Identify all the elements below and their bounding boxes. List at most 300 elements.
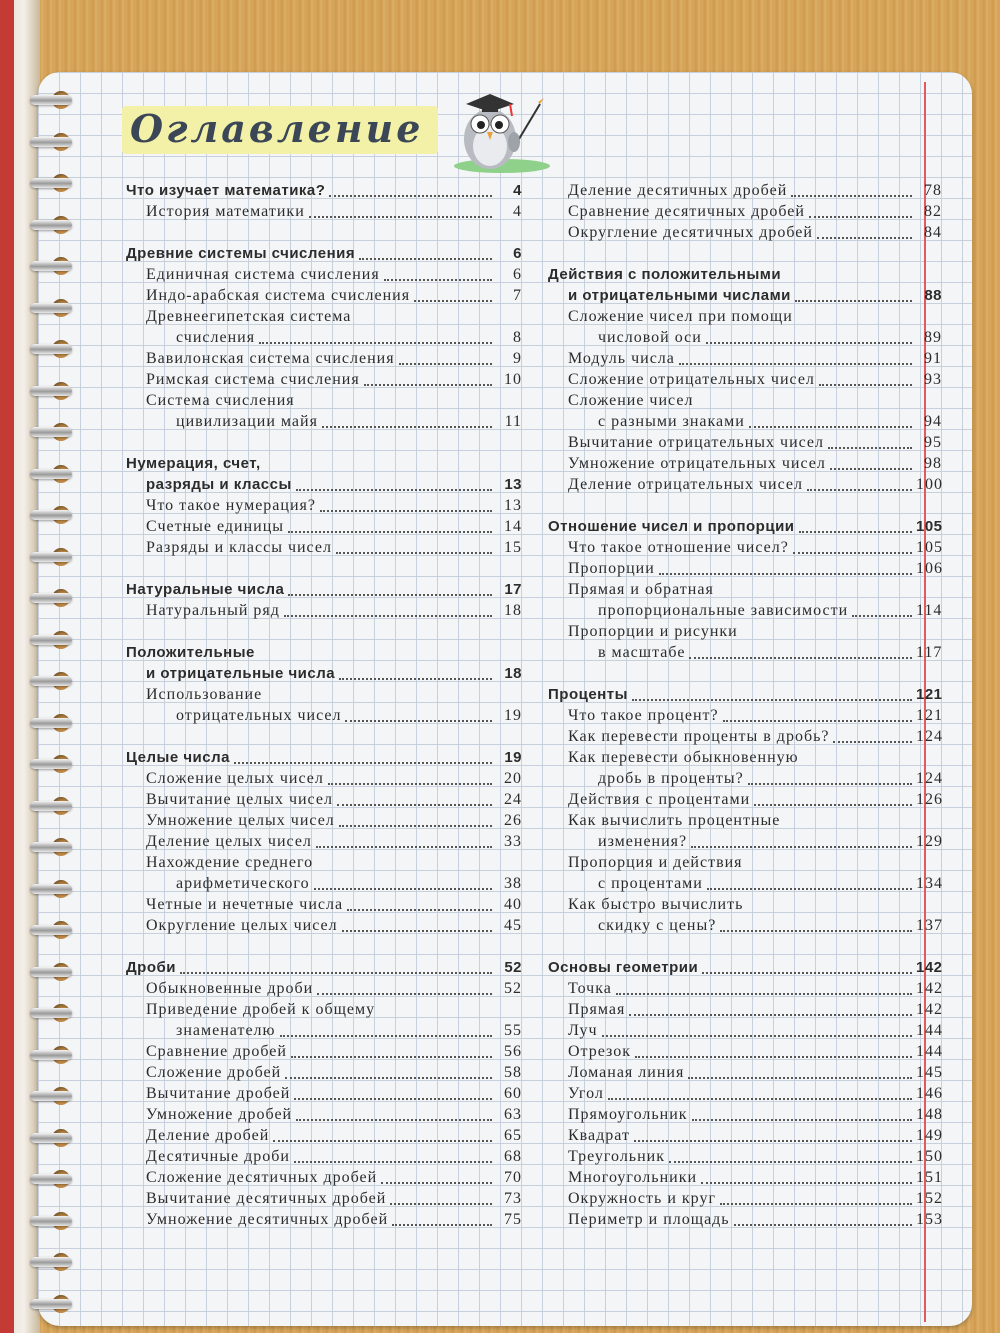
toc-leader-dots — [754, 804, 912, 806]
toc-leader-dots — [749, 426, 912, 428]
toc-item — [126, 201, 522, 222]
toc-page-number: 58 — [504, 1064, 522, 1081]
toc-leader-dots — [702, 972, 912, 974]
toc-entry-title: Обыкновенные дроби — [146, 980, 314, 997]
toc-page-number: 93 — [924, 371, 942, 388]
toc-item — [548, 579, 942, 600]
toc-leader-dots — [602, 1035, 912, 1037]
toc-page-number: 137 — [916, 917, 943, 934]
toc-page-number: 150 — [916, 1148, 943, 1165]
toc-entry-title: Угол — [568, 1085, 604, 1102]
toc-page-number: 148 — [916, 1106, 943, 1123]
toc-item — [548, 369, 942, 390]
toc-page-number: 84 — [924, 224, 942, 241]
toc-entry-title: Точка — [568, 980, 612, 997]
toc-leader-dots — [689, 657, 912, 659]
spiral-ring — [30, 252, 86, 280]
toc-entry-title: с процентами — [598, 875, 703, 892]
toc-page-number: 82 — [924, 203, 942, 220]
toc-entry-title: Нахождение среднего — [146, 854, 314, 871]
toc-page-number: 142 — [916, 1001, 943, 1018]
toc-page-number: 75 — [504, 1211, 522, 1228]
toc-leader-dots — [347, 909, 492, 911]
toc-gap — [126, 432, 522, 453]
toc-entry-title: Древние системы счисления — [126, 245, 356, 262]
toc-entry-title: Вычитание целых чисел — [146, 791, 333, 808]
toc-page-number: 9 — [513, 350, 522, 367]
toc-item — [126, 1188, 522, 1209]
toc-page-number: 105 — [916, 518, 943, 535]
toc-entry-title: Что такое нумерация? — [146, 497, 316, 514]
toc-entry-title: Деление дробей — [146, 1127, 270, 1144]
toc-item — [548, 327, 942, 348]
spiral-ring — [30, 128, 86, 156]
toc-entry-title: Пропорция и действия — [568, 854, 743, 871]
toc-item — [548, 1188, 942, 1209]
spiral-ring — [30, 999, 86, 1027]
toc-entry-title: Ломаная линия — [568, 1064, 685, 1081]
toc-page-number: 19 — [504, 749, 522, 766]
spiral-ring — [30, 1290, 86, 1318]
toc-leader-dots — [384, 279, 492, 281]
toc-leader-dots — [288, 531, 492, 533]
toc-page-number: 13 — [504, 497, 522, 514]
toc-leader-dots — [180, 972, 492, 974]
page-title-box — [122, 106, 438, 154]
toc-item — [548, 348, 942, 369]
toc-leader-dots — [635, 1056, 912, 1058]
toc-leader-dots — [616, 993, 912, 995]
toc-gap — [548, 243, 942, 264]
toc-leader-dots — [734, 1224, 912, 1226]
toc-item — [548, 894, 942, 915]
toc-leader-dots — [817, 237, 912, 239]
toc-item — [126, 306, 522, 327]
toc-page-number: 121 — [916, 707, 943, 724]
toc-page-number: 6 — [513, 266, 522, 283]
spiral-ring — [30, 833, 86, 861]
toc-page-number: 117 — [916, 644, 943, 661]
toc-leader-dots — [833, 741, 912, 743]
toc-item — [548, 1062, 942, 1083]
spiral-ring — [30, 916, 86, 944]
toc-entry-title: и отрицательные числа — [146, 665, 336, 682]
owl-with-graduation-cap-icon — [440, 84, 560, 174]
toc-page-number: 26 — [504, 812, 522, 829]
toc-page-number: 142 — [916, 980, 943, 997]
spiral-ring — [30, 377, 86, 405]
spiral-ring — [30, 750, 86, 778]
toc-entry-title: История математики — [146, 203, 305, 220]
toc-leader-dots — [819, 384, 912, 386]
toc-page-number: 24 — [504, 791, 522, 808]
spiral-ring — [30, 958, 86, 986]
toc-item — [126, 264, 522, 285]
toc-leader-dots — [720, 1203, 912, 1205]
toc-page-number: 33 — [504, 833, 522, 850]
toc-entry-title: отрицательных чисел — [176, 707, 342, 724]
toc-leader-dots — [828, 447, 912, 449]
spiral-ring — [30, 1207, 86, 1235]
toc-section — [548, 285, 942, 306]
toc-leader-dots — [320, 510, 492, 512]
toc-gap — [126, 726, 522, 747]
toc-section — [548, 516, 942, 537]
toc-leader-dots — [294, 1161, 492, 1163]
toc-entry-title: Проценты — [548, 686, 628, 703]
toc-page-number: 129 — [916, 833, 943, 850]
spiral-ring — [30, 875, 86, 903]
toc-leader-dots — [720, 930, 912, 932]
toc-section — [126, 243, 522, 264]
toc-gap — [126, 558, 522, 579]
toc-entry-title: Как перевести обыкновенную — [568, 749, 799, 766]
toc-section — [126, 453, 522, 474]
toc-leader-dots — [291, 1056, 492, 1058]
toc-leader-dots — [688, 1077, 912, 1079]
spiral-ring — [30, 1041, 86, 1069]
toc-item — [548, 1020, 942, 1041]
toc-leader-dots — [830, 468, 912, 470]
toc-entry-title: Что такое отношение чисел? — [568, 539, 789, 556]
toc-item — [126, 516, 522, 537]
toc-page-number: 18 — [504, 665, 522, 682]
toc-item — [548, 1041, 942, 1062]
toc-item — [548, 1209, 942, 1230]
toc-page-number: 11 — [504, 413, 522, 430]
spiral-ring — [30, 1248, 86, 1276]
toc-entry-title: Прямая и обратная — [568, 581, 714, 598]
toc-entry-title: Сложение дробей — [146, 1064, 282, 1081]
toc-item — [126, 327, 522, 348]
toc-item — [548, 201, 942, 222]
toc-item — [548, 621, 942, 642]
toc-section — [126, 957, 522, 978]
toc-page-number: 55 — [504, 1022, 522, 1039]
toc-item — [126, 894, 522, 915]
toc-leader-dots — [706, 342, 912, 344]
toc-entry-title: разряды и классы — [146, 476, 292, 493]
toc-entry-title: дробь в проценты? — [598, 770, 744, 787]
toc-leader-dots — [799, 531, 912, 533]
toc-entry-title: Единичная система счисления — [146, 266, 380, 283]
toc-leader-dots — [273, 1140, 492, 1142]
toc-entry-title: Окружность и круг — [568, 1190, 716, 1207]
toc-item — [548, 810, 942, 831]
toc-page-number: 18 — [504, 602, 522, 619]
toc-item — [548, 789, 942, 810]
toc-item — [126, 411, 522, 432]
toc-page-number: 40 — [504, 896, 522, 913]
toc-page-number: 153 — [916, 1211, 943, 1228]
toc-item — [126, 1167, 522, 1188]
toc-page-number: 105 — [916, 539, 943, 556]
toc-entry-title: Нумерация, счет, — [126, 455, 261, 472]
toc-page-number: 152 — [916, 1190, 943, 1207]
spiral-ring — [30, 709, 86, 737]
toc-gap — [126, 936, 522, 957]
toc-item — [126, 348, 522, 369]
toc-item — [126, 768, 522, 789]
toc-entry-title: Римская система счисления — [146, 371, 360, 388]
toc-page-number: 10 — [504, 371, 522, 388]
toc-entry-title: Целые числа — [126, 749, 230, 766]
toc-item — [126, 600, 522, 621]
toc-gap — [126, 621, 522, 642]
toc-leader-dots — [359, 258, 492, 260]
toc-item — [548, 852, 942, 873]
toc-item — [126, 1125, 522, 1146]
toc-leader-dots — [329, 195, 492, 197]
toc-leader-dots — [317, 993, 492, 995]
toc-gap — [548, 936, 942, 957]
toc-page-number: 4 — [513, 182, 522, 199]
spiral-ring — [30, 86, 86, 114]
toc-entry-title: Натуральные числа — [126, 581, 285, 598]
toc-item — [548, 1167, 942, 1188]
toc-page-number: 145 — [916, 1064, 943, 1081]
toc-entry-title: Треугольник — [568, 1148, 665, 1165]
toc-entry-title: Положительные — [126, 644, 255, 661]
toc-column-right — [548, 180, 942, 1230]
toc-entry-title: цивилизации майя — [176, 413, 318, 430]
toc-leader-dots — [392, 1224, 492, 1226]
toc-section — [126, 747, 522, 768]
toc-item — [126, 810, 522, 831]
toc-entry-title: и отрицательными числами — [568, 287, 791, 304]
toc-entry-title: с разными знаками — [598, 413, 745, 430]
toc-leader-dots — [795, 300, 912, 302]
toc-entry-title: Отрезок — [568, 1043, 632, 1060]
spiral-ring — [30, 626, 86, 654]
toc-item — [548, 180, 942, 201]
spiral-ring — [30, 501, 86, 529]
toc-entry-title: Сложение чисел — [568, 392, 694, 409]
toc-section — [548, 684, 942, 705]
toc-entry-title: Многоугольники — [568, 1169, 698, 1186]
toc-section — [126, 474, 522, 495]
toc-item — [126, 495, 522, 516]
toc-entry-title: Как вычислить процентные — [568, 812, 781, 829]
toc-page-number: 15 — [504, 539, 522, 556]
toc-entry-title: Использование — [146, 686, 263, 703]
toc-leader-dots — [634, 1140, 912, 1142]
toc-page-number: 60 — [504, 1085, 522, 1102]
toc-item — [548, 915, 942, 936]
toc-entry-title: Вычитание отрицательных чисел — [568, 434, 825, 451]
toc-entry-title: Модуль числа — [568, 350, 675, 367]
toc-item — [548, 768, 942, 789]
toc-page-number: 126 — [916, 791, 943, 808]
toc-leader-dots — [791, 195, 912, 197]
toc-page-number: 151 — [916, 1169, 943, 1186]
toc-item — [548, 726, 942, 747]
toc-page-number: 6 — [513, 245, 522, 262]
toc-page-number: 149 — [916, 1127, 943, 1144]
spiral-ring — [30, 418, 86, 446]
toc-gap — [126, 222, 522, 243]
toc-leader-dots — [342, 930, 492, 932]
toc-leader-dots — [309, 216, 492, 218]
toc-entry-title: Действия с процентами — [568, 791, 751, 808]
toc-item — [548, 1146, 942, 1167]
toc-item — [548, 642, 942, 663]
toc-item — [548, 537, 942, 558]
toc-leader-dots — [280, 1035, 492, 1037]
toc-page-number: 78 — [924, 182, 942, 199]
toc-leader-dots — [364, 384, 492, 386]
toc-gap — [548, 663, 942, 684]
toc-entry-title: Округление десятичных дробей — [568, 224, 813, 241]
toc-entry-title: Умножение отрицательных чисел — [568, 455, 826, 472]
toc-page-number: 73 — [504, 1190, 522, 1207]
toc-leader-dots — [701, 1182, 912, 1184]
book-spine — [0, 0, 14, 1333]
toc-item — [548, 1104, 942, 1125]
spiral-ring — [30, 211, 86, 239]
toc-item — [548, 978, 942, 999]
toc-entry-title: Счетные единицы — [146, 518, 285, 535]
toc-item — [126, 1146, 522, 1167]
toc-entry-title: пропорциональные зависимости — [598, 602, 849, 619]
toc-entry-title: Приведение дробей к общему — [146, 1001, 376, 1018]
spiral-ring — [30, 667, 86, 695]
toc-item — [548, 600, 942, 621]
toc-item — [126, 873, 522, 894]
toc-item — [126, 1020, 522, 1041]
spiral-binding — [30, 86, 90, 1316]
toc-section — [548, 264, 942, 285]
toc-entry-title: Пропорции — [568, 560, 655, 577]
spiral-ring — [30, 792, 86, 820]
toc-section — [126, 180, 522, 201]
toc-item — [548, 705, 942, 726]
toc-entry-title: Луч — [568, 1022, 598, 1039]
toc-page-number: 19 — [504, 707, 522, 724]
toc-entry-title: Умножение целых чисел — [146, 812, 335, 829]
toc-item — [548, 1083, 942, 1104]
toc-leader-dots — [809, 216, 912, 218]
toc-leader-dots — [345, 720, 492, 722]
toc-page-number: 121 — [916, 686, 943, 703]
toc-entry-title: Деление целых чисел — [146, 833, 312, 850]
toc-item — [126, 789, 522, 810]
spiral-ring — [30, 1082, 86, 1110]
toc-page-number: 20 — [504, 770, 522, 787]
toc-item — [548, 411, 942, 432]
toc-entry-title: Разряды и классы чисел — [146, 539, 332, 556]
toc-entry-title: Деление отрицательных чисел — [568, 476, 803, 493]
toc-leader-dots — [294, 1098, 492, 1100]
toc-entry-title: Квадрат — [568, 1127, 630, 1144]
spiral-ring — [30, 335, 86, 363]
toc-item — [548, 390, 942, 411]
toc-entry-title: Периметр и площадь — [568, 1211, 730, 1228]
toc-entry-title: Сравнение десятичных дробей — [568, 203, 805, 220]
toc-item — [548, 558, 942, 579]
toc-entry-title: Прямая — [568, 1001, 626, 1018]
toc-item — [548, 873, 942, 894]
toc-leader-dots — [692, 1119, 912, 1121]
toc-item — [548, 747, 942, 768]
toc-leader-dots — [288, 594, 492, 596]
toc-item — [126, 831, 522, 852]
toc-leader-dots — [322, 426, 492, 428]
toc-gap — [548, 495, 942, 516]
toc-leader-dots — [259, 342, 492, 344]
toc-entry-title: Четные и нечетные числа — [146, 896, 344, 913]
toc-page-number: 144 — [916, 1022, 943, 1039]
toc-entry-title: Что изучает математика? — [126, 182, 326, 199]
toc-entry-title: счисления — [176, 329, 256, 346]
page-title: Оглавление — [130, 106, 424, 151]
toc-entry-title: знаменателю — [176, 1022, 276, 1039]
toc-entry-title: Сравнение дробей — [146, 1043, 287, 1060]
toc-leader-dots — [723, 720, 912, 722]
toc-entry-title: Система счисления — [146, 392, 295, 409]
toc-page-number: 124 — [916, 728, 943, 745]
toc-leader-dots — [748, 783, 912, 785]
toc-item — [548, 831, 942, 852]
toc-leader-dots — [316, 846, 492, 848]
toc-item — [126, 390, 522, 411]
toc-item — [126, 684, 522, 705]
toc-page-number: 7 — [513, 287, 522, 304]
toc-page-number: 38 — [504, 875, 522, 892]
toc-entry-title: Как быстро вычислить — [568, 896, 744, 913]
spiral-ring — [30, 584, 86, 612]
toc-leader-dots — [336, 552, 492, 554]
spiral-ring — [30, 1165, 86, 1193]
toc-leader-dots — [852, 615, 912, 617]
toc-leader-dots — [414, 300, 492, 302]
toc-leader-dots — [707, 888, 912, 890]
toc-entry-title: Древнеегипетская система — [146, 308, 352, 325]
toc-item — [548, 1125, 942, 1146]
toc-leader-dots — [390, 1203, 492, 1205]
toc-item — [126, 999, 522, 1020]
toc-leader-dots — [629, 1014, 912, 1016]
toc-item — [548, 222, 942, 243]
toc-entry-title: Умножение десятичных дробей — [146, 1211, 389, 1228]
toc-entry-title: Сложение целых чисел — [146, 770, 324, 787]
toc-section — [126, 579, 522, 600]
toc-leader-dots — [339, 678, 492, 680]
toc-entry-title: Вычитание десятичных дробей — [146, 1190, 387, 1207]
toc-page-number: 52 — [504, 959, 522, 976]
toc-entry-title: изменения? — [598, 833, 688, 850]
toc-leader-dots — [608, 1098, 912, 1100]
toc-item — [126, 705, 522, 726]
toc-page-number: 14 — [504, 518, 522, 535]
toc-item — [548, 432, 942, 453]
toc-page-number: 45 — [504, 917, 522, 934]
toc-item — [126, 852, 522, 873]
toc-entry-title: Деление десятичных дробей — [568, 182, 788, 199]
toc-page-number: 94 — [924, 413, 942, 430]
toc-entry-title: Прямоугольник — [568, 1106, 688, 1123]
spiral-ring — [30, 1124, 86, 1152]
toc-leader-dots — [793, 552, 912, 554]
toc-page-number: 56 — [504, 1043, 522, 1060]
toc-page-number: 52 — [504, 980, 522, 997]
toc-page-number: 134 — [916, 875, 943, 892]
toc-section — [126, 663, 522, 684]
toc-item — [548, 474, 942, 495]
toc-entry-title: Сложение отрицательных чисел — [568, 371, 815, 388]
toc-item — [548, 453, 942, 474]
toc-entry-title: Как перевести проценты в дробь? — [568, 728, 830, 745]
